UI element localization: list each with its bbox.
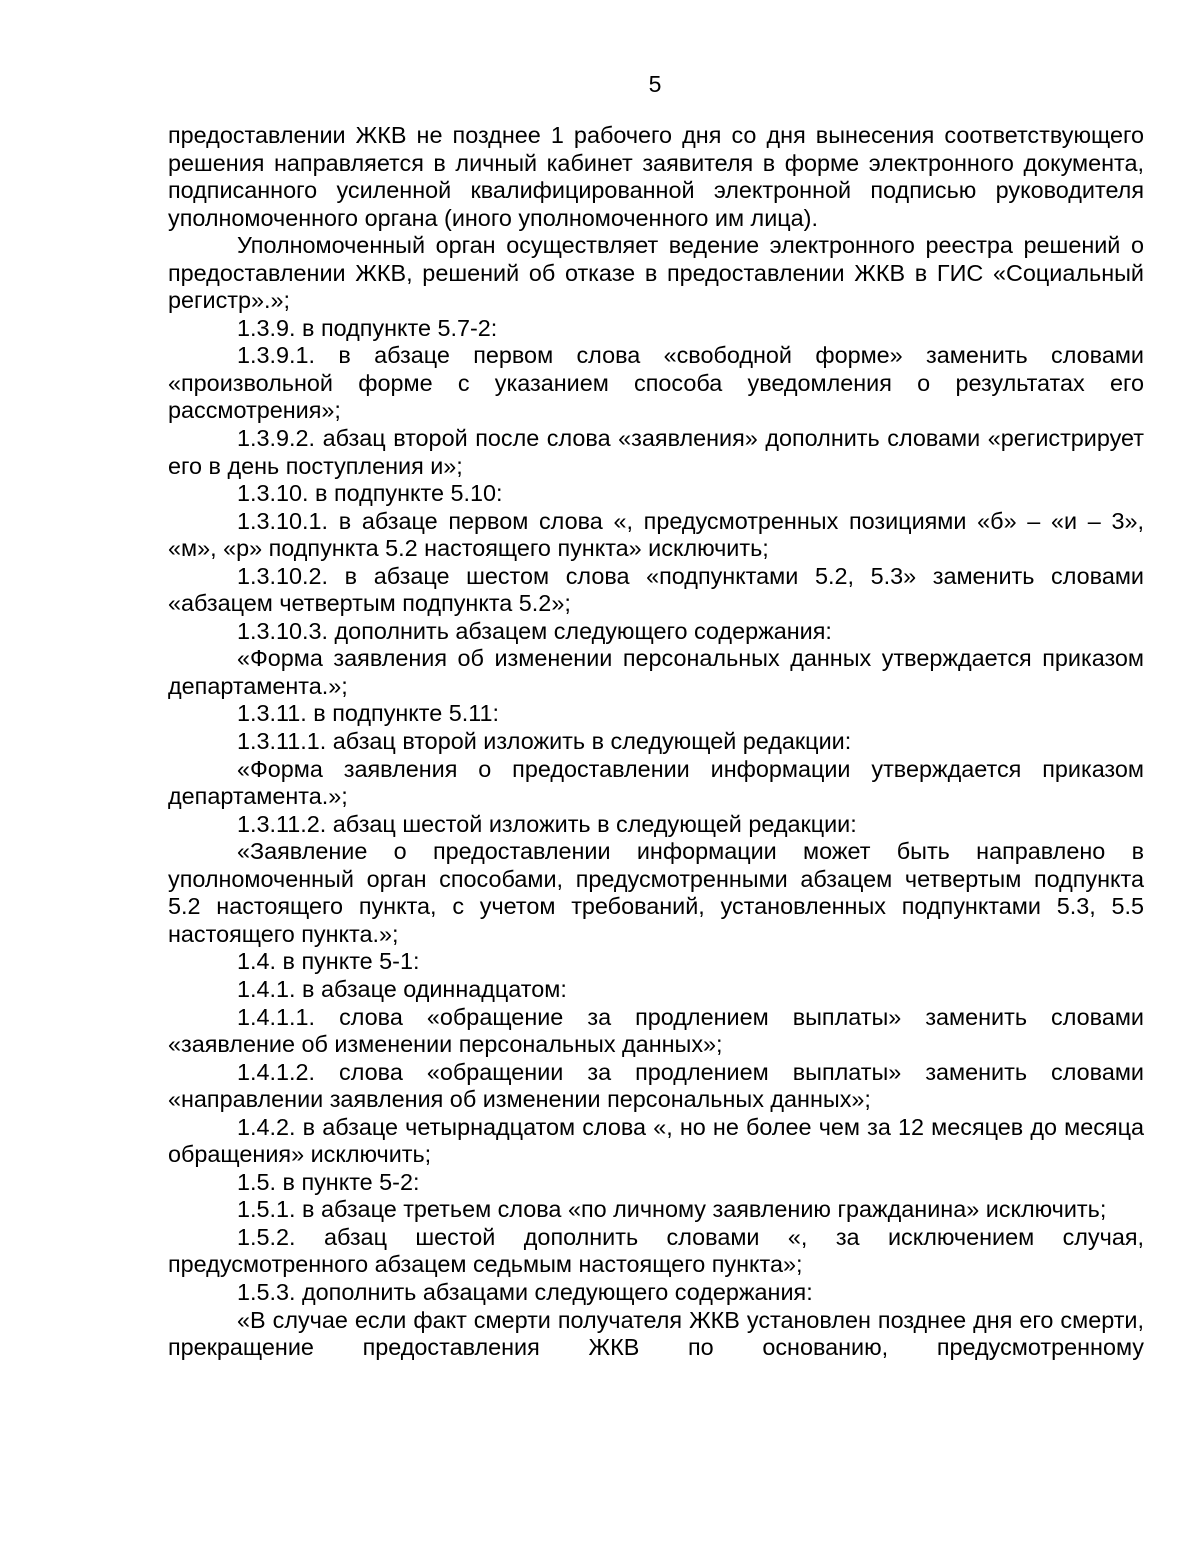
- paragraph-24: 1.5.3. дополнить абзацами следующего содержания:: [237, 1278, 813, 1305]
- paragraph-21: 1.5. в пункте 5-2:: [237, 1168, 420, 1195]
- paragraph-16: 1.4. в пункте 5-1:: [237, 948, 420, 975]
- paragraph-11: 1.3.11. в подпункте 5.11:: [237, 700, 500, 727]
- page-number: 5: [648, 71, 662, 97]
- paragraph-15: «Заявление о предоставлении информации может быть направлено в уполномоченный орган способами, предусмотренными абзацем четвертым подпункта 5.2 настоящего пункта, с учетом требований, установленных подпунктами 5.3, 5.5 настоящего пункта.»;: [168, 838, 1144, 947]
- paragraph-23: 1.5.2. абзац шестой дополнить словами «, за исключением случая, предусмотренного абзацем седьмым настоящего пункта»;: [168, 1223, 1144, 1278]
- paragraph-5: 1.3.9.2. абзац второй после слова «заявления» дополнить словами «регистрирует его в день поступления и»;: [168, 425, 1144, 479]
- paragraph-9: 1.3.10.3. дополнить абзацем следующего содержания:: [237, 617, 832, 644]
- paragraph-4: 1.3.9.1. в абзаце первом слова «свободной форме» заменить словами «произвольной форме с указанием способа уведомления о результатах его рассмотрения»;: [168, 342, 1144, 424]
- paragraph-17: 1.4.1. в абзаце одиннадцатом:: [237, 975, 567, 1002]
- paragraph-13: «Форма заявления о предоставлении информации утверждается приказом департамента.»;: [168, 755, 1144, 810]
- paragraph-3: 1.3.9. в подпункте 5.7-2:: [237, 314, 498, 341]
- paragraph-22: 1.5.1. в абзаце третьем слова «по личному заявлению гражданина» исключить;: [237, 1196, 1107, 1223]
- paragraph-19: 1.4.1.2. слова «обращении за продлением выплаты» заменить словами «направлении заявления об изменении персональных данных»;: [168, 1058, 1144, 1113]
- paragraph-18: 1.4.1.1. слова «обращение за продлением выплаты» заменить словами «заявление об изменении персональных данных»;: [168, 1003, 1144, 1058]
- paragraph-10: «Форма заявления об изменении персональных данных утверждается приказом департамента.»;: [168, 645, 1144, 699]
- paragraph-7: 1.3.10.1. в абзаце первом слова «, предусмотренных позициями «б» – «и – 3», «м», «р» подпункта 5.2 настоящего пункта» исключить;: [168, 507, 1144, 562]
- paragraph-25: «В случае если факт смерти получателя ЖКВ установлен позднее дня его смерти, прекращение предоставления ЖКВ по основанию, предусмотренному: [168, 1306, 1144, 1361]
- paragraph-12: 1.3.11.1. абзац второй изложить в следующей редакции:: [237, 728, 852, 755]
- paragraph-6: 1.3.10. в подпункте 5.10:: [237, 480, 503, 507]
- paragraph-2: Уполномоченный орган осуществляет ведение электронного реестра решений о предоставлении ЖКВ, решений об отказе в предоставлении ЖКВ в ГИС «Социальный регистр».»;: [168, 232, 1144, 314]
- document-body: [168, 122, 1144, 1362]
- paragraph-14: 1.3.11.2. абзац шестой изложить в следующей редакции:: [237, 810, 857, 837]
- paragraph-20: 1.4.2. в абзаце четырнадцатом слова «, но не более чем за 12 месяцев до месяца обращения» исключить;: [168, 1113, 1144, 1168]
- paragraph-1: предоставлении ЖКВ не позднее 1 рабочего дня со дня вынесения соответствующего решения направляется в личный кабинет заявителя в форме электронного документа, подписанного усиленной квалифицированной электронной подписью руководителя уполномоченного органа (иного уполномоченного им лица).: [168, 122, 1144, 231]
- paragraph-8: 1.3.10.2. в абзаце шестом слова «подпунктами 5.2, 5.3» заменить словами «абзацем четвертым подпункта 5.2»;: [168, 562, 1144, 617]
